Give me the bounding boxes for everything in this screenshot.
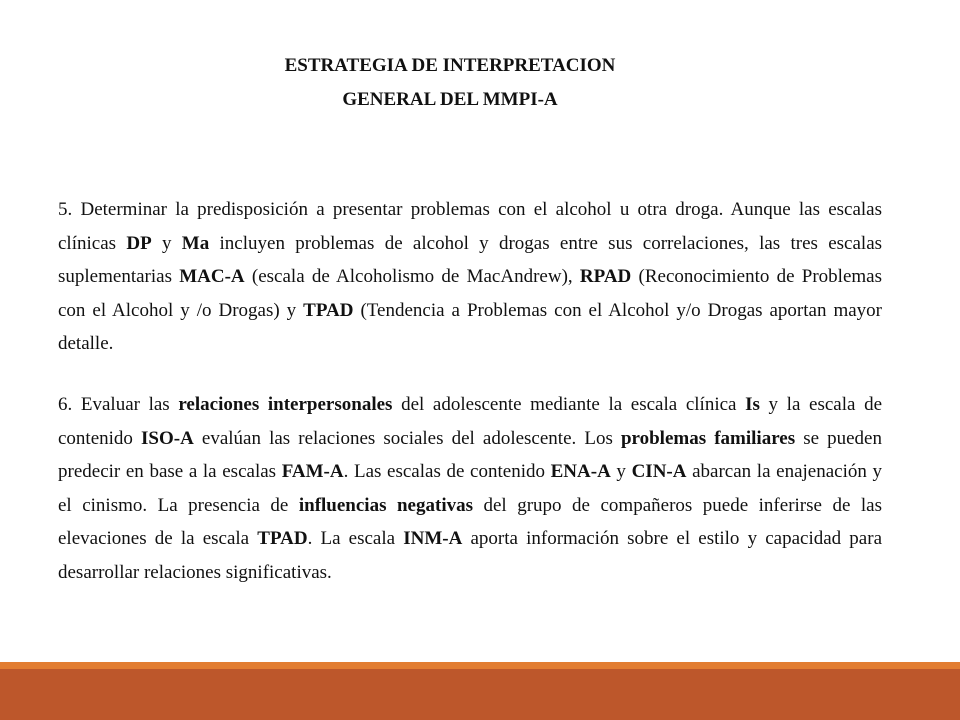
p5-bold-tpad: TPAD: [303, 299, 354, 321]
p6-text-10: . La escala: [307, 528, 404, 549]
p5-text-5: (Reconocimiento de Problemas con el Alcohol y /o Drogas) y: [58, 266, 882, 321]
slide-title-line-1: ESTRATEGIA DE INTERPRETACION: [284, 55, 616, 76]
paragraph-step-6: [58, 388, 882, 589]
footer-bar: [0, 669, 960, 720]
p6-text-2: del adolescente mediante la escala clínica: [392, 394, 746, 415]
footer-accent-bar: [0, 662, 960, 669]
p6-text-8: abarcan la enajenación y el cinismo. La presencia de: [58, 461, 883, 516]
p5-text-6: (Tendencia a Problemas con el Alcohol y/o Drogas aportan mayor detalle.: [58, 299, 882, 354]
p6-bold-problemas-familiares: problemas familiares: [620, 427, 796, 449]
p6-bold-influencias: influencias negativas: [298, 494, 473, 516]
p5-text-1: 5. Determinar la predisposición a presentar problemas con el alcohol u otra droga. Aunque las escalas clínicas: [58, 199, 882, 254]
p6-text-4: evalúan las relaciones sociales del adolescente. Los: [193, 427, 621, 449]
p5-bold-rpad: RPAD: [579, 266, 632, 287]
p6-bold-iso-a: ISO-A: [141, 427, 194, 449]
p6-text-1: 6. Evaluar las: [58, 394, 179, 415]
p5-text-2: y: [151, 232, 182, 254]
p6-bold-tpad: TPAD: [257, 528, 308, 549]
p6-bold-relaciones: relaciones interpersonales: [178, 394, 393, 415]
p6-text-11: aporta información sobre el estilo y capacidad para desarrollar relaciones significativas.: [58, 528, 882, 583]
p6-text-5: se pueden predecir en base a la escalas: [58, 427, 882, 482]
p5-bold-ma: Ma: [181, 232, 210, 254]
p6-text-6: . Las escalas de contenido: [343, 461, 551, 482]
p6-text-9: del grupo de compañeros puede inferirse de las elevaciones de la escala: [58, 494, 883, 549]
p6-text-3: y la escala de contenido: [58, 394, 882, 449]
p5-bold-dp: DP: [126, 232, 152, 254]
slide-title-line-2: GENERAL DEL MMPI-A: [342, 89, 558, 110]
paragraph-step-5: [58, 193, 882, 361]
p6-bold-inm-a: INM-A: [403, 528, 463, 549]
p6-text-7: y: [610, 461, 632, 482]
p5-text-3: incluyen problemas de alcohol y drogas entre sus correlaciones, las tres escalas suplementarias: [58, 232, 883, 287]
p6-bold-fam-a: FAM-A: [281, 461, 344, 482]
p6-bold-is: Is: [745, 394, 760, 415]
p5-text-4: (escala de Alcoholismo de MacAndrew),: [244, 266, 580, 287]
p6-bold-cin-a: CIN-A: [631, 461, 687, 482]
p5-bold-mac-a: MAC-A: [179, 266, 245, 287]
p6-bold-ena-a: ENA-A: [550, 461, 611, 482]
